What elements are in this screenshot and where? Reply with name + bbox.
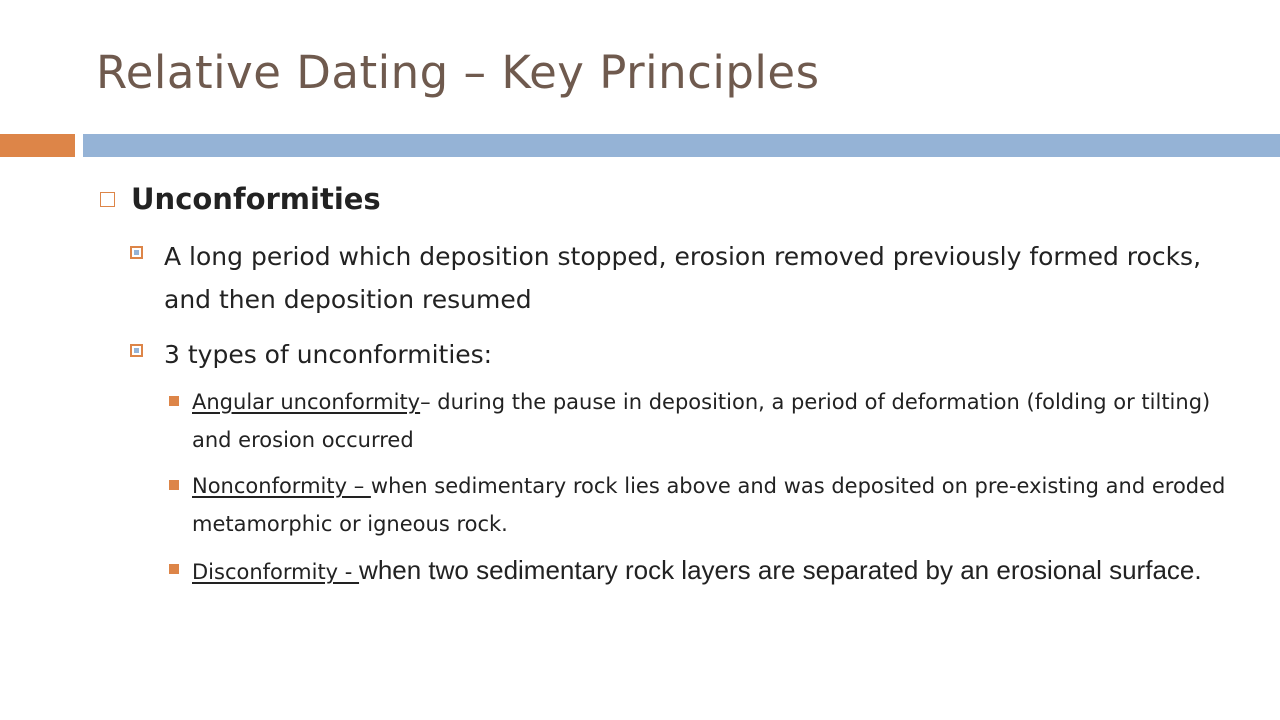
- square-bullet-icon: [130, 344, 143, 357]
- term-description: when sedimentary rock lies above and was deposited on pre-existing and eroded metamorphic or igneous rock.: [192, 474, 1226, 536]
- square-bullet-icon: [130, 246, 143, 259]
- heading-item: [100, 182, 381, 216]
- title-accent-bar-blue: [83, 134, 1280, 157]
- heading-text: Unconformities: [131, 182, 381, 216]
- square-bullet-icon: [100, 192, 115, 207]
- type-item-disconformity: [169, 551, 1229, 591]
- point-item: [130, 235, 1210, 321]
- term-text: Disconformity -: [192, 560, 360, 584]
- square-bullet-icon: [169, 396, 179, 406]
- slide-title: Relative Dating – Key Principles: [96, 46, 820, 99]
- title-accent-bar-orange: [0, 134, 75, 157]
- term-description: when two sedimentary rock layers are separated by an erosional surface.: [359, 555, 1202, 585]
- point-item: [130, 333, 1210, 376]
- term-text: Angular unconformity: [192, 390, 421, 414]
- point-text: A long period which deposition stopped, erosion removed previously formed rocks, and then deposition resumed: [164, 242, 1202, 314]
- type-item-nonconformity: [169, 467, 1229, 543]
- point-text: 3 types of unconformities:: [164, 340, 493, 369]
- type-item-angular: [169, 383, 1229, 459]
- term-text: Nonconformity –: [192, 474, 371, 498]
- square-bullet-icon: [169, 564, 179, 574]
- square-bullet-icon: [169, 480, 179, 490]
- term-description: – during the pause in deposition, a period of deformation (folding or tilting) and erosion occurred: [192, 390, 1211, 452]
